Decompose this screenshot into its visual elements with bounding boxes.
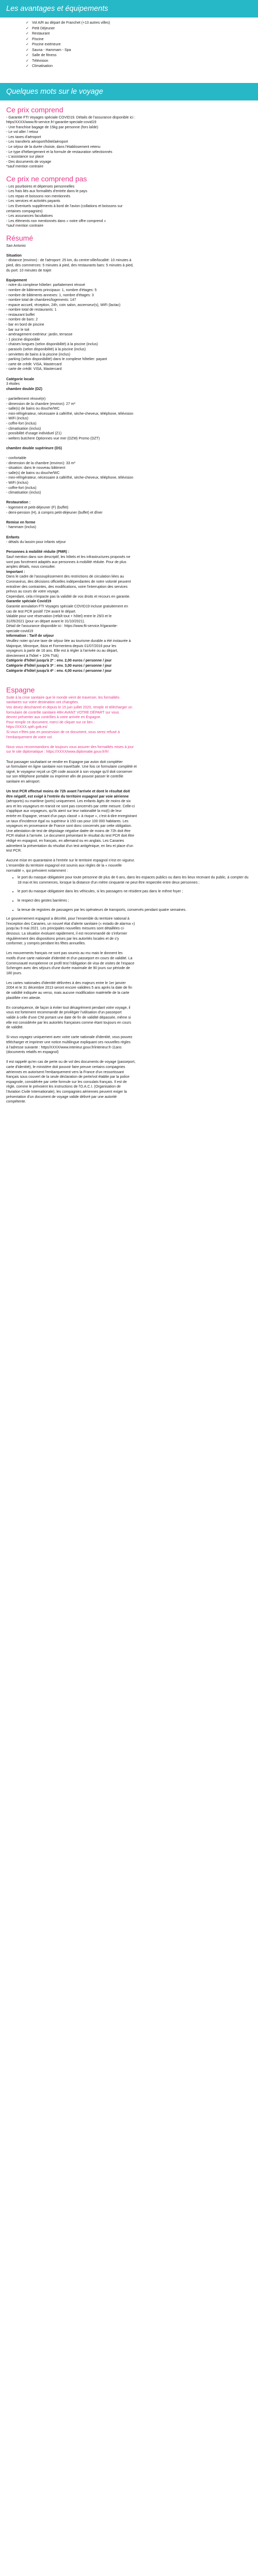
room-dz-heading: chambre double (DZ) [6, 387, 43, 391]
kids-heading: Enfants [6, 535, 20, 539]
text-line: - 1 piscine disponible [6, 337, 40, 342]
espagne-final-text [6, 1060, 252, 1104]
text-line: - Une franchise bagage de 15kg par personne (fors laîde) [6, 125, 99, 129]
text-line: sur son téléphone portable ou imprimer afin de pouvoir passer le contrôle [6, 775, 123, 779]
text-line: Catégorie d'hôtel jusqu'à 3* : env. 3,00 euros / personne / jour [6, 664, 112, 668]
text-line: - Les taxes d'aéroport [6, 135, 41, 139]
text-line: - Les transferts aéroport/hôtel/aéroport [6, 140, 68, 144]
category-value: 3 étoiles [6, 382, 20, 386]
tax-text [6, 639, 252, 658]
text-line: - climatisation (inclus) [6, 491, 41, 495]
equipment-heading: Equipement [6, 278, 27, 282]
text-line: sanitaires sur votre destination ont changées. [6, 701, 79, 705]
text-line: sont pas forcément adaptés aux personnes à mobilité réduite. Pour de plus [6, 560, 126, 564]
text-line: - Le type d'hébergement et la formule de restauration sélectionnés [6, 150, 112, 154]
included-list [6, 115, 252, 170]
text-line: plastifiée n'en atteste. [6, 996, 41, 1000]
espagne-cni-text [6, 981, 252, 1001]
text-line: - détails du lassim pour infants séjour [6, 540, 66, 545]
text-line: présentation d'un document de voyage valide délivré par une autorité [6, 1095, 117, 1099]
text-line: - nombre de bâtiments principaux: 1, nombre d'étages: 5 [6, 288, 97, 292]
text-line: L'ensemble du territoire espagnol est soumis aux règles de la « nouvelle [6, 864, 122, 868]
text-line: PCR réalisé à l'arrivée. Le document présentant le résultat du test PCR doit être [6, 834, 135, 838]
text-line: - climatisation (inclus) [6, 427, 41, 431]
advantage-item: ✓ Sauna - Hammam - Spa [26, 48, 258, 54]
espagne-pcr-text [6, 789, 252, 854]
text-line: - Le vol aller / retour [6, 130, 39, 134]
text-line: - aménagement extérieur: jardin, terrasse [6, 333, 73, 337]
text-line: l'Aviation Civile Internationale), les compagnies aériennes peuvent exiger la [6, 1090, 127, 1094]
text-line: entrée en Espagne, venant d'un pays classé « à risque », c'est-à-dire enregistrant [6, 815, 137, 819]
advantage-item: ✓ Vol A/R au départ de Franchet (+13 autres villes) [26, 21, 258, 26]
main-content [0, 100, 258, 1105]
espagne-alert-2 [6, 745, 252, 755]
text-line: - Les Eventuels suppléments à bord de l'avion (collations et boissons sur [6, 205, 123, 208]
espagne-conseq-text [6, 1006, 252, 1030]
text-line: - Les assurances facultatives [6, 214, 53, 218]
advantage-item: ✓ Climatisation [26, 64, 258, 70]
text-line: Sauf mention dans son descriptif, les hôtels et les infrastructures proposés ne [6, 555, 131, 559]
text-line: être négatif, est exigé à l'entrée du territoire espagnol par voie aérienne [6, 794, 129, 799]
text-line: 2004 et le 31 décembre 2013 seront encore validées 5 ans après la date de fin [6, 986, 132, 990]
text-line: prévus au cours de votre voyage. [6, 590, 60, 594]
text-line: valide à celle d'une CNI portant une date de fin de validité dépassée, même si [6, 1016, 131, 1020]
text-line: En conséquence, de façon à éviter tout désagrément pendant votre voyage, il [6, 1006, 131, 1010]
text-line: - salle(s) de bains ou douche/WC [6, 471, 60, 475]
covid-heading: Garantie spéciale Covid19 [6, 600, 52, 604]
text-line: jusqu'au 9 mai 2021. Les principales nouvelles mesures sont détaillées ci- [6, 927, 125, 931]
text-line: Tout passager souhaitant se rendre en Espagne par avion doit compléter [6, 760, 123, 764]
advantages-list [0, 21, 258, 70]
espagne-quarantine-text [6, 858, 252, 873]
text-line: - situation: dans le nouveau bâtiment [6, 466, 66, 470]
text-line: *sauf mention contraire [6, 165, 43, 169]
text-line: (aéroports) ou maritime (ports) uniquement. Les enfants âgés de moins de six [6, 800, 131, 804]
restaurant-list [6, 505, 252, 515]
kids-list [6, 540, 252, 545]
text-line: directement à l'hôtel + 10% TVA) [6, 654, 59, 658]
text-line: Les cartes nationales d'identité délivrées à des majeurs entre le 1er janvier [6, 981, 126, 985]
text-line: aériennes en autorisent l'embarquement vers la France d'un ressortissant [6, 1070, 124, 1074]
tax-categories [6, 658, 252, 673]
espagne-gov-text [6, 917, 252, 946]
text-line: admettent la présentation du résultat d'un test antigénique, en lieu et place d'un [6, 844, 133, 848]
text-line: - salle(s) de bains ou douche/WC [6, 407, 60, 411]
advantage-item: ✓ Piscine extérieure [26, 42, 258, 48]
text-line: - nombre total de chambres/logements: 147 [6, 298, 76, 302]
text-line: du port: 10 minutes de trajet [6, 268, 52, 273]
text-line: Veuillez noter qu'une taxe de séjour liée au tourisme durable a été instaurée à [6, 639, 131, 643]
tax-heading: Information : Tarif de séjour [6, 634, 54, 638]
text-line: 180 jours. [6, 971, 22, 975]
equipment-list [6, 283, 252, 372]
text-line: - mini-réfrigérateur, nécessaire à café/thé, sèche-cheveux, téléphone, télévision [6, 412, 134, 416]
text-line: voyageurs en provenance de France sont donc concernés par cette obligation. [6, 824, 132, 828]
text-line: Si vous voyagez uniquement avec votre carte nationale d'identité, vous pouvez [6, 1036, 133, 1040]
text-line: - demi-pension (H), à compris petit-déjeuner (buffet) et dîner [6, 511, 103, 515]
text-line: Nous vous recommandons de toujours vous assurer des formalités mises à jour [6, 745, 134, 749]
excluded-title: Ce prix ne comprend pas [6, 174, 87, 183]
text-line: - confortable [6, 456, 26, 461]
important-text [6, 574, 252, 599]
espagne-alert [6, 696, 252, 740]
text-line: entraîner des contraintes, des modifications, voire l'interruption des services [6, 585, 128, 589]
text-line: 31/05/2021 (pour un départ avant le 31/10/2021). [6, 619, 85, 623]
text-line: cas de test PCR positif 72H avant le départ. [6, 609, 76, 614]
text-line: ans et les voyageurs en transit ne sont pas concernés par cette mesure. Celle-ci [6, 804, 135, 808]
text-line: devrez présenter aux contrôles à votre arrivée en Espagne. [6, 716, 102, 720]
text-line: - dimension de la chambre (environ): 33 m² [6, 461, 75, 465]
text-line: de validité indiquée au verso, mais aucune modification matérielle de la carte [6, 991, 130, 995]
text-line: - Des documents de voyage [6, 160, 52, 164]
text-line: - coffre-fort (inclus) [6, 421, 37, 426]
text-line: Les mouvements français ne sont pas soumis au mu mais le donnent les [6, 952, 123, 956]
text-line: Dans le cadre de l'assouplissement des restrictions de circulation liées au [6, 575, 124, 579]
excluded-list [6, 184, 252, 229]
text-line: Catégorie d'hôtel jusqu'à 2* : env. 2,00 euros / personne / jour [6, 659, 112, 663]
text-line: - dimension de la chambre (environ): 27 m² [6, 402, 75, 406]
room-dz-list [6, 397, 252, 441]
text-line: - Les services et activités payants [6, 199, 60, 204]
text-line: - coffre-fort (inclus) [6, 486, 37, 490]
text-line: - welters butchere Optionnes vue mer (DZM) Promo (DZT) [6, 436, 100, 440]
text-line: un taux d'incidence égal ou supérieur à 150 cas pour 100 000 habitants. Les [6, 819, 128, 823]
covid-text [6, 604, 252, 634]
restaurant-heading: Restauration : [6, 501, 31, 505]
location-heading: Situation [6, 253, 22, 258]
text-line: - nombre de bars: 2 [6, 318, 38, 322]
text-line: - Les frais liés aux formalités d'entrée dans le pays [6, 190, 87, 194]
text-line: rédigé en espagnol, en français, en allemand ou en anglais. Les Canaries [6, 839, 124, 843]
text-line: - bar en bord de piscine [6, 323, 44, 327]
text-line: Détail de l'assurance disponible ici : https://www.fti-service.fr/garantie- [6, 624, 118, 629]
text-line: régulièrement des dispositions prises par les autorités locales et de s'y [6, 937, 119, 941]
text-line: Coronavirus, des décisions officielles indépendantes de notre volonté peuvent [6, 580, 131, 584]
text-line: sanitaire en aéroport. [6, 779, 41, 784]
advantage-item: ✓ Petit Déjeuner [26, 26, 258, 32]
text-line: télécharger et imprimer une notice multilingue expliquant ces nouvelles règles [6, 1041, 131, 1044]
text-line: motifs d'une carte nationale d'identité et d'un passeport en cours de validité. La [6, 956, 133, 960]
text-line: - possibilité d'usage individuel (Z1) [6, 432, 62, 436]
text-line: - hammam (inclus) [6, 526, 36, 530]
text-line: Le gouvernement espagnol a décrété, pour l'ensemble du territoire national à [6, 917, 130, 921]
room-ds-heading: chambre double supérieure (DS) [6, 446, 62, 450]
text-line: Communauté européenne ce profil test l'obligation de visa de visites de l'espace [6, 961, 135, 965]
text-line: voyageurs à partir de 16 ans. Elle est à régler à l'arrivée ou au départ, [6, 649, 118, 653]
text-line: Un test PCR effectué moins de 72h avant l'arrivée et dont le résultat doit [6, 790, 130, 794]
text-line: - partiellement rénové(e) [6, 397, 46, 401]
rule-item: • le respect des gestes barrières ; [18, 899, 252, 904]
text-line: Aucune mise en quarantaine à l'entrée sur le territoire espagnol n'est en vigueur. [6, 859, 135, 863]
text-line: - carte de crédit: VISA, Mastercard [6, 367, 62, 371]
text-line: un formulaire en ligne sanitaire non travelSafe. Une fois ce formulaire complété et [6, 765, 137, 769]
text-line: - distance (environ) : de l'aéroport: 25 km, du centre-ville/localité: 10 minutes à [6, 259, 132, 263]
text-line: - serviettes de bains à la piscine (inclus) [6, 352, 71, 357]
text-line: - Les repas et boissons non mentionnés [6, 194, 71, 198]
text-line: https/XXXX/www.fti-service.fr/-garantie-speciale-covid19 [6, 121, 96, 125]
espagne-foreign-text [6, 1035, 252, 1055]
text-line: - Les pourboires et dépenses personnelles [6, 184, 75, 189]
text-line: - nombre de bâtiments annexes: 1, nombre d'étages: 3 [6, 293, 94, 297]
text-line: Une attestation de test de dépistage négative datée de moins de 72h doit être [6, 829, 131, 833]
advantage-item: ✓ Télévision [26, 59, 258, 64]
advantages-header: Les avantages et équipements [0, 0, 258, 18]
text-line: Pour remplir ce document, merci de cliquer sur ce lien : [6, 720, 95, 724]
text-line: Suite à la crise sanitaire que le monde vient de traverser, les formalités [6, 696, 120, 700]
pmr-text [6, 555, 252, 570]
text-line: - L'assistance sur place [6, 155, 44, 159]
text-line: Il est rappelé qu'en cas de perte ou de vol des documents de voyage (passeport, [6, 1060, 136, 1064]
category-heading: Catégorie locale [6, 377, 35, 381]
text-line: - chaises longues (selon disponibilité) à la piscine (inclus) [6, 343, 98, 347]
text-line: - WiFi (inclus) [6, 481, 28, 485]
text-line: amples détails, nous consulter. [6, 565, 56, 569]
text-line: formulaire de contrôle sanitaire 48H AVANT VOTRE DÉPART sur vous [6, 710, 119, 715]
room-ds-list [6, 456, 252, 496]
text-line: Schengen avec des séjours d'une durée maximale de 90 jours sur période de [6, 967, 130, 971]
rule-item: • le port du masque obligatoire dans les véhicules, si les passagers ne résident pas dans le même foyer ; [18, 889, 252, 894]
text-line: Valable pour une réservation (refaît tout + hôtel) entre le 29/3 et le [6, 615, 112, 619]
text-line: Vos devez deschanrel et depuis le 15 juin juillet 2020, remplir et télécharger un [6, 706, 132, 709]
text-line: - parasols (selon disponibilité) à la piscine (inclus) [6, 348, 86, 352]
text-line: Garantie annulation FTI Voyages spéciale COVID19 incluse gratuitement en [6, 604, 128, 608]
text-line: - WiFi (inclus) [6, 417, 28, 421]
text-line: - Les éléments non mentionnés dans « notre offre comprend » [6, 219, 106, 223]
advantage-item: ✓ Restaurant [26, 31, 258, 37]
text-line: signé, le voyageur reçoit un QR code associé à son voyage qu'il doit conserver [6, 770, 133, 774]
text-line: Majorque, Minorque, Ibiza et Formentera depuis 01/07/2016 pour les [6, 644, 117, 648]
text-line: (documents relatifs en espagnol) [6, 1050, 59, 1055]
text-line: de validité. [6, 1026, 24, 1030]
text-line: conformer, y compris pendant les fêtes annuelles. [6, 942, 86, 946]
text-line: - bar sur le toit [6, 328, 29, 332]
text-line: certaines compagnies) [6, 209, 43, 213]
text-line: compétente. [6, 1100, 26, 1104]
wellness-list [6, 525, 252, 530]
text-line: pied, des commerces: 5 minutes à pied, des restaurants bars: 5 minutes à pied, [6, 263, 134, 267]
important-heading: Important : [6, 570, 25, 574]
trip-info-header: Quelques mots sur le voyage [0, 83, 258, 100]
text-line: - parking (selon disponibilité) dans le complexe hôtelier: payant [6, 358, 107, 362]
text-line: - nombre total de restaurants: 1 [6, 308, 57, 312]
hotel-name: San Antonio [6, 244, 26, 248]
rule-item: • la tenue de registres de passagers par les opérateurs de transports, conservés pendant quatre semaines. [18, 908, 252, 913]
summary-title: Résumé [6, 233, 34, 242]
text-line: - mini-réfrigérateur, nécessaire à café/thé, sèche-cheveux, téléphone, télévision [6, 476, 134, 480]
text-line: à l'adresse suivante : https/XXXX/www.interieur.gouv.fr/interieur.fr-11ans [6, 1045, 122, 1049]
advantage-item: ✓ Piscine [26, 37, 258, 43]
text-line: - carte de crédit: VISA, Mastercard [6, 362, 62, 366]
text-line: test PCR. [6, 849, 22, 853]
text-line: normalité », qui prévoient notamment : [6, 869, 68, 873]
location-text [6, 258, 252, 273]
text-line: l'exception des Canaries, un nouvel état d'alerte sanitaire (« estado de alarma ») [6, 922, 135, 926]
text-line: français sous couvert de la seule déclaration de perte/vol établie par la police [6, 1075, 130, 1079]
text-line: l'embarquement de votre vol. [6, 735, 53, 739]
text-line: - Garantie FTI Voyages spéciale COVID19. Détails de l'assurance disponible ici : [6, 115, 135, 120]
text-line: Catégorie d'hôtel jusqu'à 4* : env. 4,00 euros / personne / jour [6, 669, 112, 673]
text-line: règle, comme le prévoient les instructions de l'O.A.C.I. (Organisation de [6, 1085, 121, 1089]
espagne-form-text [6, 760, 252, 785]
pmr-heading: Personnes à mobilité réduite (PMR) : [6, 550, 70, 554]
text-line: vous est fortement recommandé de privilégier l'utilisation d'un passeport [6, 1011, 122, 1015]
wellness-heading: Remise en forme [6, 520, 36, 524]
text-line: carte d'identité), le ministère doit pouvoir faire preuve certains compagnies [6, 1065, 125, 1069]
text-line: sur le site diplomatique : https://XXXX/www.diplomatie.gouv.fr/fr/ [6, 750, 109, 754]
text-line: *sauf mention contraire [6, 224, 43, 228]
text-line: elle est considérée par les autorités françaises comme étant toujours en cours [6, 1021, 132, 1025]
text-line: - logement et petit-déjeuner (F) (buffet) [6, 506, 69, 510]
text-line: - restaurant buffet [6, 313, 35, 317]
text-line: s'applique aux voyageurs, qu'ils aient sur leur nationalité la mo(t) de leur [6, 809, 122, 814]
espagne-border-text [6, 951, 252, 976]
rules-list [6, 875, 252, 912]
text-line: https://XXXX.spth.gob.es/ [6, 725, 47, 730]
included-title: Ce prix comprend [6, 105, 63, 114]
text-line: Si vous n'êtes pas en possession de ce document, vous serez refusé à [6, 730, 120, 734]
espagne-title: Espagne [6, 685, 35, 694]
advantage-item: ✓ Salle de fitness [26, 53, 258, 59]
text-line: - Le séjour de la durée choisie, dans l'établissement retenu [6, 145, 101, 149]
text-line: - notre du complexe hôtelier: parfaitement rénové [6, 283, 85, 287]
text-line: - espace accueil, réception, 24h, coin salon, ascenseur(s), WiFi (lactac) [6, 303, 121, 307]
text-line: Cependant, cela n'impacte pas la validité de vos droits et recours en garantie. [6, 595, 131, 599]
text-line: dessous. La situation évoluant rapidement, il est recommandé de s'informer [6, 931, 127, 936]
text-line: espagnole, considérée par cette formule sur les consulats français. Il est de [6, 1080, 127, 1084]
rule-item: • le port du masque obligatoire pour toute personne de plus de 6 ans, dans les espaces publics ou dans les lieux recevant du public, à compter du 18 mai et les commerces, lorsque la distance d'un mètre cinquante ne peut être respectée entre deux personnes ; [18, 875, 252, 885]
text-line: speciale-covid19 [6, 629, 34, 633]
